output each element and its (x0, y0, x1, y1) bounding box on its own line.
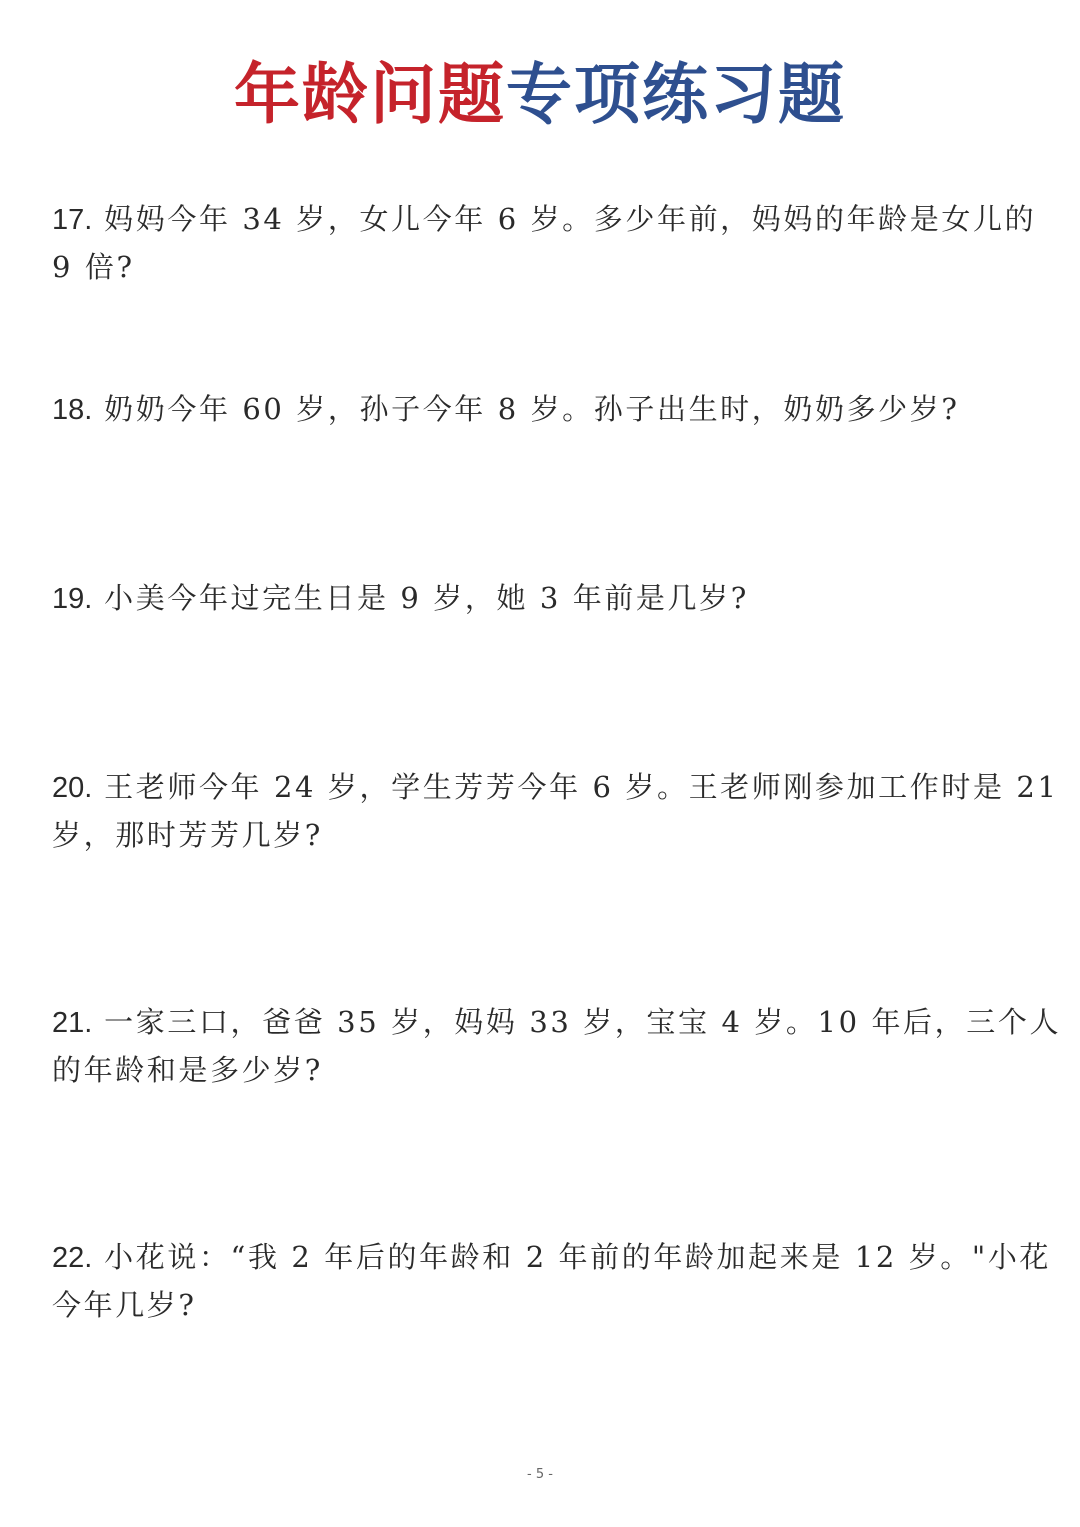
question-18 (52, 386, 1064, 434)
question-text: 小美今年过完生日是 9 岁，她 3 年前是几岁? (104, 581, 749, 615)
question-number: 17. (52, 204, 93, 236)
question-20 (52, 764, 1064, 859)
question-21 (52, 999, 1064, 1094)
page-title (0, 52, 1080, 136)
question-number: 20. (52, 772, 93, 804)
question-text: 一家三口，爸爸 35 岁，妈妈 33 岁，宝宝 4 岁。10 年后，三个人的年龄和是多少岁? (52, 1005, 1062, 1087)
question-number: 19. (52, 583, 93, 615)
page-title-red-part: 年龄问题 (234, 55, 506, 133)
question-text: 奶奶今年 60 岁，孙子今年 8 岁。孙子出生时，奶奶多少岁? (104, 392, 960, 426)
page-title-blue-part: 专项练习题 (506, 55, 846, 133)
page-number: - 5 - (527, 1467, 553, 1482)
question-22 (52, 1234, 1064, 1329)
question-text: 王老师今年 24 岁，学生芳芳今年 6 岁。王老师刚参加工作时是 21 岁，那时芳芳几岁? (52, 770, 1059, 852)
question-17 (52, 196, 1064, 291)
question-number: 18. (52, 394, 93, 426)
question-text: 小花说：“我 2 年后的年龄和 2 年前的年龄加起来是 12 岁。"小花今年几岁? (52, 1240, 1052, 1322)
question-text: 妈妈今年 34 岁，女儿今年 6 岁。多少年前，妈妈的年龄是女儿的 9 倍? (52, 202, 1037, 284)
question-19 (52, 575, 1064, 623)
question-number: 22. (52, 1242, 93, 1274)
question-number: 21. (52, 1007, 93, 1039)
